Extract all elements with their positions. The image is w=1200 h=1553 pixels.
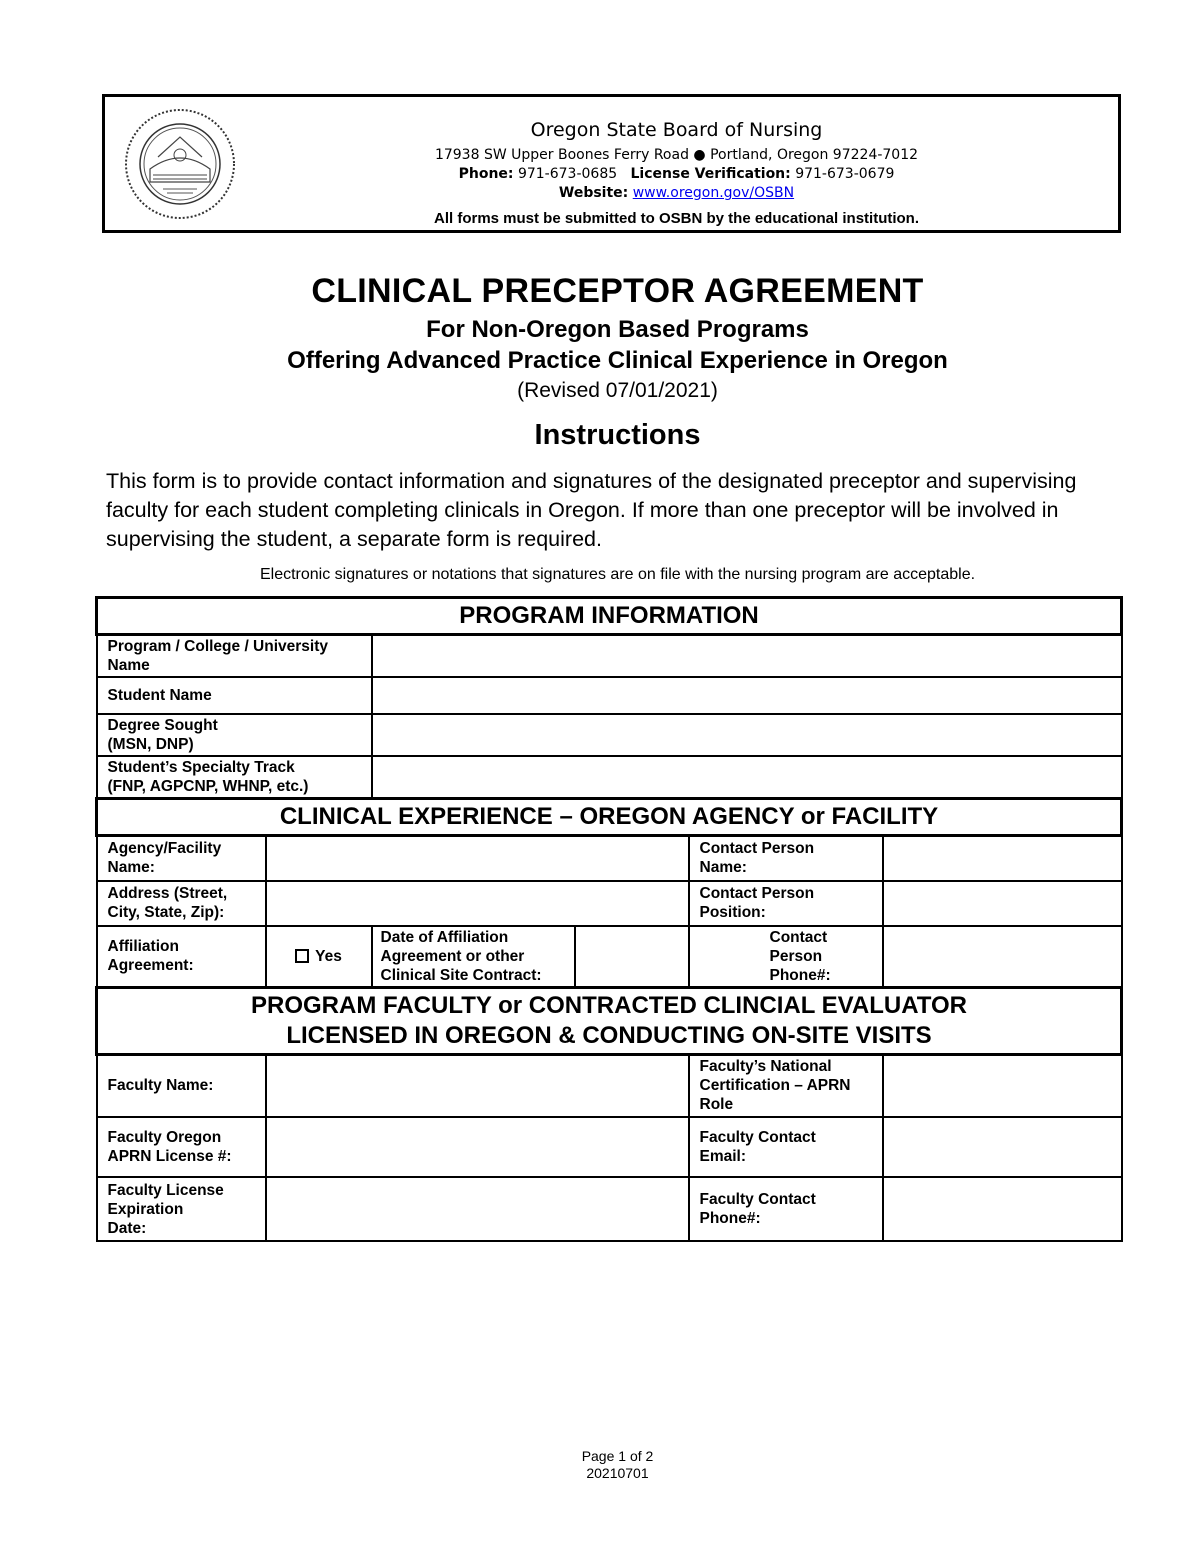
contact-position-label: Contact Person Position: (689, 881, 883, 926)
faculty-expiration-label: Faculty License Expiration Date: (97, 1177, 266, 1241)
student-name-field[interactable] (372, 677, 1122, 714)
org-name: Oregon State Board of Nursing (530, 119, 823, 141)
contact-position-field[interactable] (883, 881, 1122, 926)
faculty-email-label: Faculty Contact Email: (689, 1117, 883, 1177)
faculty-certification-label: Faculty’s National Certification – APRN Role (689, 1054, 883, 1117)
degree-sought-field[interactable] (372, 714, 1122, 756)
faculty-email-field[interactable] (883, 1117, 1122, 1177)
program-info-heading: PROGRAM INFORMATION (97, 598, 1122, 635)
org-website: Website: www.oregon.gov/OSBN (558, 185, 795, 201)
specialty-track-field[interactable] (372, 756, 1122, 799)
page-subtitle-1: For Non-Oregon Based Programs (426, 316, 809, 343)
contact-phone-label: Contact Person Phone#: (689, 926, 883, 988)
org-address: 17938 SW Upper Boones Ferry Road ● Portland, Oregon 97224-7012 (434, 147, 919, 163)
page-title: CLINICAL PRECEPTOR AGREEMENT (311, 272, 924, 310)
clinical-experience-heading: CLINICAL EXPERIENCE – OREGON AGENCY or FACILITY (97, 799, 1122, 836)
affiliation-date-label: Date of Affiliation Agreement or other Clinical Site Contract: (372, 926, 575, 988)
preceptor-form (95, 596, 1123, 1242)
page-number: Page 1 of 2 (581, 1448, 654, 1464)
faculty-certification-field[interactable] (883, 1054, 1122, 1117)
electronic-signature-note: Electronic signatures or notations that signatures are on file with the nursing program are acceptable. (259, 566, 976, 583)
address-field[interactable] (266, 881, 689, 926)
submission-note: All forms must be submitted to OSBN by the educational institution. (433, 210, 920, 227)
affiliation-date-field[interactable] (575, 926, 689, 988)
affiliation-yes-option[interactable]: Yes (266, 926, 372, 988)
program-name-field[interactable] (372, 635, 1122, 678)
faculty-name-label: Faculty Name: (97, 1054, 266, 1117)
degree-sought-label: Degree Sought (MSN, DNP) (97, 714, 372, 756)
page-footer (0, 1448, 1200, 1482)
oregon-state-seal-icon (123, 107, 237, 221)
faculty-license-field[interactable] (266, 1117, 689, 1177)
faculty-heading: PROGRAM FACULTY or CONTRACTED CLINCIAL EVALUATOR LICENSED IN OREGON & CONDUCTING ON-SITE VISITS (97, 987, 1122, 1054)
page-subtitle-2: Offering Advanced Practice Clinical Experience in Oregon (287, 347, 948, 374)
agency-name-field[interactable] (266, 836, 689, 881)
contact-phone-field[interactable] (883, 926, 1122, 988)
faculty-license-label: Faculty Oregon APRN License #: (97, 1117, 266, 1177)
contact-name-field[interactable] (883, 836, 1122, 881)
faculty-expiration-field[interactable] (266, 1177, 689, 1241)
faculty-name-field[interactable] (266, 1054, 689, 1117)
revision-date: (Revised 07/01/2021) (517, 379, 718, 402)
student-name-label: Student Name (97, 677, 372, 714)
faculty-phone-field[interactable] (883, 1177, 1122, 1241)
form-code: 20210701 (586, 1465, 649, 1481)
contact-name-label: Contact Person Name: (689, 836, 883, 881)
agency-name-label: Agency/Facility Name: (97, 836, 266, 881)
yes-checkbox[interactable] (295, 949, 309, 963)
org-phones: Phone: 971-673-0685 License Verification: 971-673-0679 (458, 166, 895, 182)
program-name-label: Program / College / University Name (97, 635, 372, 678)
faculty-phone-label: Faculty Contact Phone#: (689, 1177, 883, 1241)
instructions-body: This form is to provide contact information and signatures of the designated preceptor and supervising faculty for each student completing clinicals in Oregon. If more than one preceptor will be involved in supervising the student, a separate form is required. (106, 469, 1077, 551)
address-label: Address (Street, City, State, Zip): (97, 881, 266, 926)
website-link[interactable]: www.oregon.gov/OSBN (632, 185, 795, 201)
instructions-heading: Instructions (534, 419, 701, 451)
affiliation-agreement-label: Affiliation Agreement: (97, 926, 266, 988)
letterhead-box (102, 94, 1121, 233)
specialty-track-label: Student’s Specialty Track (FNP, AGPCNP, WHNP, etc.) (97, 756, 372, 799)
